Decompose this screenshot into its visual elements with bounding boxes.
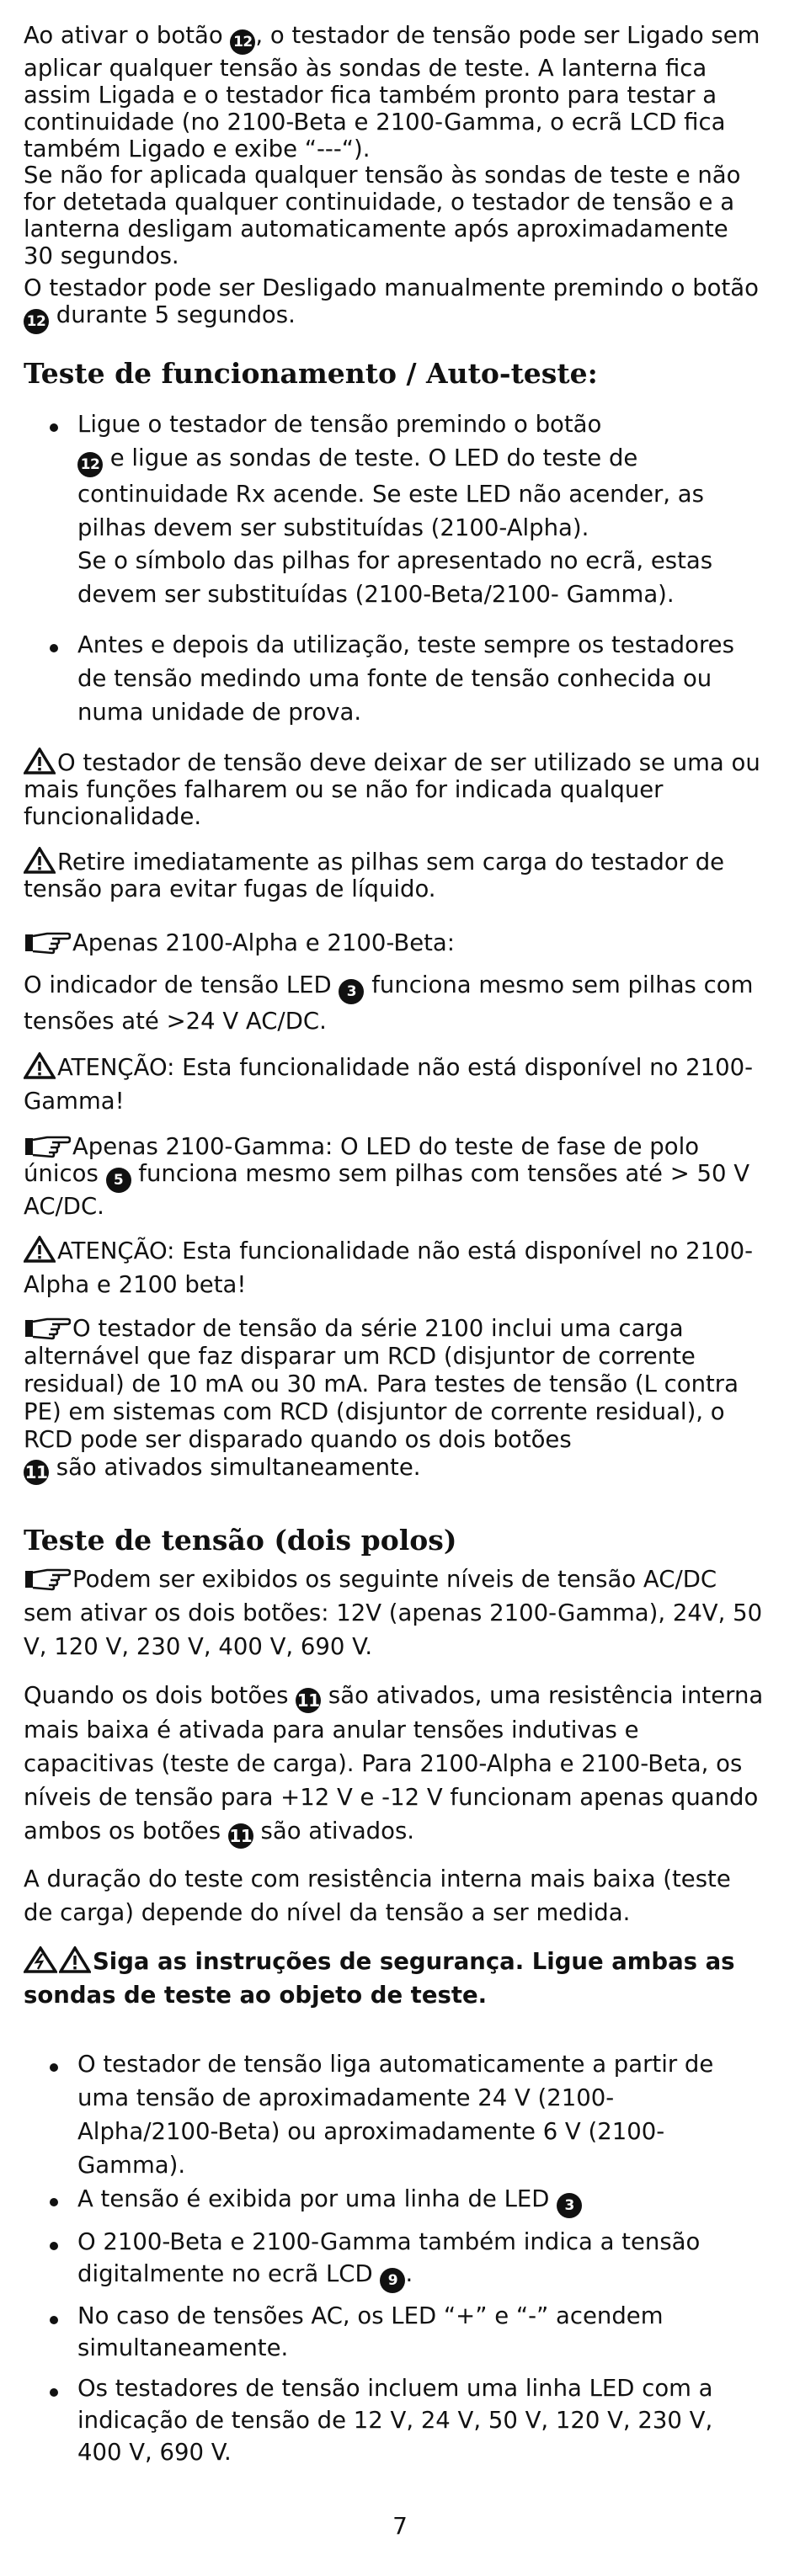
text: A tensão é exibida por uma linha de LED	[77, 2185, 550, 2212]
text: são ativados simultaneamente.	[56, 1454, 421, 1481]
text: Apenas 2100-Alpha e 2100-Beta:	[72, 929, 456, 956]
text: são ativados.	[260, 1818, 415, 1844]
hand-note-icon	[24, 1315, 71, 1340]
text: O testador pode ser Desligado manualmente premindo o botão	[24, 274, 759, 301]
text: , o testador de tensão pode ser Ligado sem aplicar qualquer tensão às sondas de teste. A lanterna fica assim Ligada e o testador fica também pronto para testar a continuidade (no 2100-Beta e 2100-Gamma, o ecrã LCD fica também Ligado e exibe “---“).	[24, 22, 760, 162]
button-11-badge: 11	[228, 1823, 253, 1849]
warning-triangle-icon	[59, 1946, 91, 1973]
text: Ao ativar o botão	[24, 22, 223, 49]
led-5-badge: 5	[106, 1168, 131, 1193]
button-12-badge: 12	[77, 452, 103, 477]
list-item: Antes e depois da utilização, teste sempre os testadores de tensão medindo uma fonte de tensão conhecida ou numa unidade de prova.	[77, 631, 734, 726]
section-title-two-pole-test: Teste de tensão (dois polos)	[24, 1524, 457, 1557]
list-item: Os testadores de tensão incluem uma linha LED com a indicação de tensão de 12 V, 24 V, 50 V, 120 V, 230 V, 400 V, 690 V.	[77, 2375, 713, 2466]
warning-triangle-icon	[24, 1052, 56, 1079]
text: funciona mesmo sem pilhas com tensões até >24 V AC/DC.	[24, 971, 754, 1035]
text: durante 5 segundos.	[56, 301, 296, 328]
high-voltage-warning-icon	[24, 1946, 57, 1973]
text: e ligue as sondas de teste. O LED do teste de continuidade Rx acende. Se este LED não acender, as pilhas devem ser substituídas (2100-Alpha).	[77, 444, 704, 541]
list-item: No caso de tensões AC, os LED “+” e “-” acendem simultaneamente.	[77, 2302, 664, 2361]
bullet	[48, 2229, 65, 2256]
bullet	[48, 411, 65, 438]
text: são ativados, uma resistência interna mais baixa é ativada para anular tensões indutivas e capacitivas (teste de carga). Para 2100-Alpha e 2100-Beta, os níveis de tensão para +12 V e -12 V funcionam apenas quando ambos os botões	[24, 1682, 764, 1844]
lcd-9-badge: 9	[380, 2268, 405, 2293]
attention-paragraph-1	[24, 1051, 765, 1118]
warning-triangle-icon	[24, 847, 56, 874]
text: ATENÇÃO: Esta funcionalidade não está disponível no 2100-Alpha e 2100 beta!	[24, 1237, 754, 1298]
button-11-badge: 11	[24, 1460, 49, 1485]
text: Apenas 2100-Gamma: O LED do teste de fase de polo únicos	[24, 1133, 700, 1187]
text: .	[405, 2260, 413, 2287]
text: Retire imediatamente as pilhas sem carga do testador de tensão para evitar fugas de líquido.	[24, 849, 725, 902]
section-title-self-test: Teste de funcionamento / Auto-teste:	[24, 357, 598, 390]
list-item	[77, 407, 751, 545]
text: funciona mesmo sem pilhas com tensões até > 50 V AC/DC.	[24, 1160, 750, 1220]
intro-paragraph-3	[24, 274, 765, 334]
attention-paragraph-2	[24, 1234, 765, 1301]
note-paragraph	[24, 968, 765, 1038]
warning-paragraph-1	[24, 748, 765, 830]
hand-note-icon	[24, 1133, 71, 1158]
load-test-paragraph	[24, 1679, 765, 1849]
warning-triangle-icon	[24, 748, 56, 774]
hand-note-icon	[24, 929, 71, 955]
list-item: O testador de tensão liga automaticamente a partir de uma tensão de aproximadamente 24 V (2100-Alpha/2100-Beta) ou aproximadamente 6 V (2100-Gamma).	[77, 2051, 714, 2179]
button-12-badge: 12	[230, 29, 255, 55]
bullet	[48, 2185, 65, 2212]
text: O indicador de tensão LED	[24, 971, 332, 998]
text: O testador de tensão deve deixar de ser utilizado se uma ou mais funções falharem ou se não for indicada qualquer funcionalidade.	[24, 749, 760, 830]
text: Quando os dois botões	[24, 1682, 289, 1709]
warning-paragraph-2	[24, 847, 765, 902]
led-3-badge: 3	[339, 979, 364, 1004]
intro-paragraph-1	[24, 22, 765, 162]
note-paragraph-gamma	[24, 1133, 765, 1220]
page-number: 7	[392, 2512, 408, 2540]
bullet	[48, 2303, 65, 2330]
text: Siga as instruções de segurança. Ligue ambas as sondas de teste ao objeto de teste.	[24, 1948, 735, 2009]
list-item	[77, 2182, 751, 2218]
text: O testador de tensão da série 2100 inclui uma carga alternável que faz disparar um RCD (disjuntor de corrente residual) de 10 mA ou 30 mA. Para testes de tensão (L contra PE) em sistemas com RCD (disjuntor de corrente residual), o RCD pode ser disparado quando os dois botões	[24, 1315, 739, 1453]
intro-paragraph-2: Se não for aplicada qualquer tensão às sondas de teste e não for detetada qualquer continuidade, o testador de tensão e a lanterna desligam automaticamente após aproximadamente 30 segundos.	[24, 162, 741, 269]
safety-instruction	[24, 1945, 765, 2012]
note-heading	[24, 929, 765, 956]
bullet	[48, 2376, 65, 2403]
note-paragraph-rcd	[24, 1315, 765, 1485]
text: ATENÇÃO: Esta funcionalidade não está disponível no 2100-Gamma!	[24, 1054, 754, 1115]
button-11-badge: 11	[296, 1688, 321, 1713]
voltage-levels-paragraph	[24, 1562, 765, 1663]
list-item	[77, 2226, 751, 2293]
button-12-badge: 12	[24, 309, 49, 334]
load-test-duration-paragraph: A duração do teste com resistência interna mais baixa (teste de carga) depende do nível da tensão a ser medida.	[24, 1865, 731, 1926]
warning-triangle-icon	[24, 1236, 56, 1263]
text: Podem ser exibidos os seguinte níveis de tensão AC/DC sem ativar os dois botões: 12V (apenas 2100-Gamma), 24V, 50 V, 120 V, 230 V, 400 V, 690 V.	[24, 1566, 763, 1660]
text: O 2100-Beta e 2100-Gamma também indica a tensão digitalmente no ecrã LCD	[77, 2228, 701, 2287]
bullet	[48, 631, 65, 658]
bullet	[48, 2051, 65, 2078]
list-item-subparagraph: Se o símbolo das pilhas for apresentado no ecrã, estas devem ser substituídas (2100-Beta/2100- Gamma).	[77, 547, 713, 608]
hand-note-icon	[24, 1566, 71, 1591]
led-3-badge: 3	[557, 2193, 582, 2218]
text: Ligue o testador de tensão premindo o botão	[77, 411, 602, 438]
